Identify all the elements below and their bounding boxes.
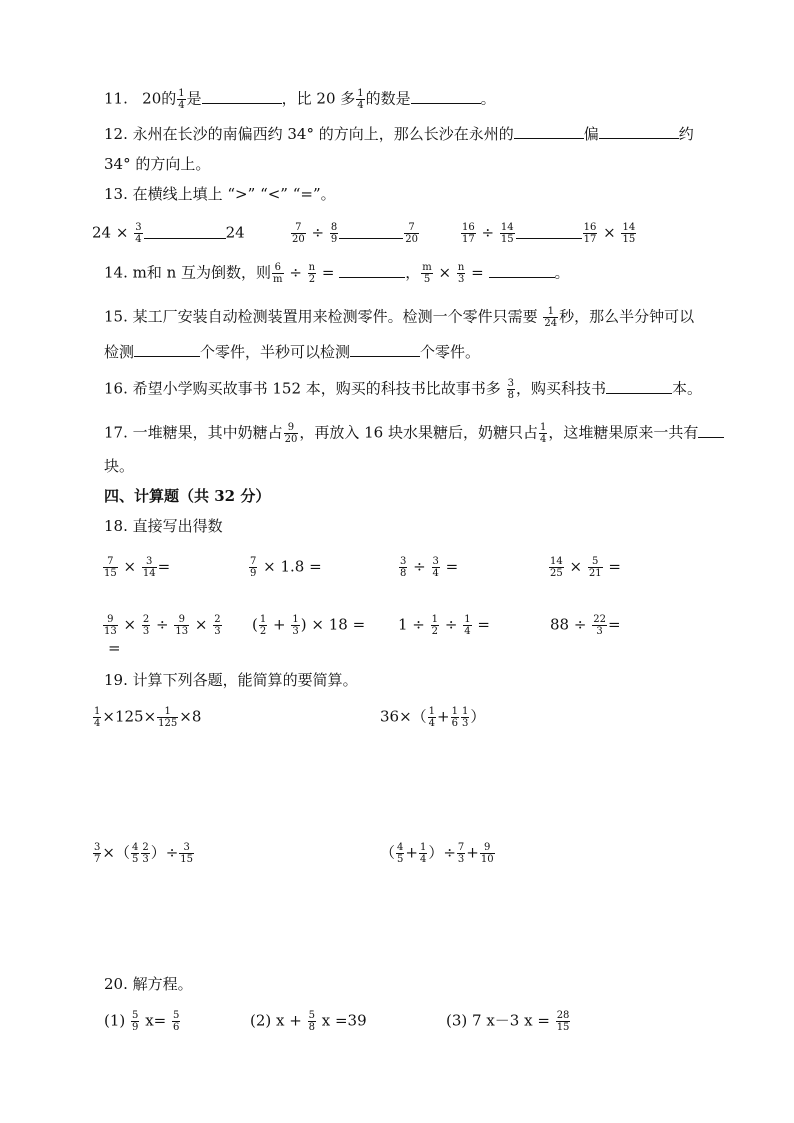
denominator: 10 bbox=[480, 854, 494, 865]
numerator: 3 bbox=[135, 222, 142, 233]
numerator: 22 bbox=[593, 614, 606, 625]
text-run: (1) bbox=[104, 1011, 126, 1030]
fraction bbox=[549, 556, 564, 579]
text-run: ÷ bbox=[413, 557, 426, 576]
answer-blank[interactable] bbox=[606, 379, 672, 394]
equation-3 bbox=[446, 1010, 571, 1033]
text-run: 是 bbox=[186, 89, 202, 108]
denominator: 20 bbox=[284, 434, 298, 445]
fraction bbox=[507, 378, 515, 401]
fraction bbox=[291, 614, 299, 637]
question-17 bbox=[104, 422, 724, 445]
text-run: + bbox=[437, 707, 450, 726]
text-run: × bbox=[603, 223, 616, 242]
text-run: （ bbox=[380, 843, 396, 862]
fraction bbox=[592, 614, 607, 637]
denominator: 8 bbox=[400, 568, 407, 579]
numerator: n bbox=[308, 262, 316, 273]
denominator: 3 bbox=[461, 718, 469, 729]
denominator: 4 bbox=[178, 100, 185, 111]
fraction bbox=[259, 614, 267, 637]
fraction bbox=[588, 556, 603, 579]
calc-item bbox=[398, 614, 490, 637]
numerator: 3 bbox=[400, 556, 407, 567]
denominator: 5 bbox=[397, 854, 404, 865]
text-run: ，这堆糖果原来一共有 bbox=[548, 423, 699, 442]
fraction bbox=[463, 614, 471, 637]
text-run: = bbox=[471, 263, 484, 282]
question-14 bbox=[104, 262, 570, 285]
numerator: 2 bbox=[214, 614, 221, 625]
fraction bbox=[428, 706, 436, 729]
denominator: 8 bbox=[507, 390, 514, 401]
numerator: 1 bbox=[539, 422, 547, 433]
numerator: n bbox=[457, 262, 465, 273]
numerator: 1 bbox=[543, 306, 558, 318]
text-run: ÷ bbox=[481, 223, 495, 242]
answer-blank[interactable] bbox=[134, 342, 200, 357]
text-run: 88 ÷ bbox=[550, 615, 587, 634]
answer-blank[interactable] bbox=[339, 263, 405, 278]
fraction bbox=[93, 706, 101, 729]
fraction bbox=[177, 88, 185, 111]
text-run: ，比 20 多 bbox=[281, 89, 356, 108]
text-run: x =39 bbox=[321, 1011, 367, 1030]
text-run: ，再放入 16 块水果糖后，奶糖只占 bbox=[299, 423, 538, 442]
numerator: 5 bbox=[132, 1010, 139, 1021]
denominator: 7 bbox=[94, 854, 101, 865]
text-run: 11. bbox=[104, 89, 128, 108]
text-run: × bbox=[194, 615, 208, 634]
denominator: 4 bbox=[419, 854, 427, 865]
equation-2 bbox=[250, 1010, 367, 1033]
denominator: 24 bbox=[544, 318, 558, 329]
denominator: 3 bbox=[596, 626, 603, 637]
numerator: 1 bbox=[419, 842, 427, 853]
numerator: 1 bbox=[292, 614, 299, 625]
text-run: 个零件，半秒可以检测 bbox=[200, 343, 351, 361]
fraction bbox=[291, 222, 306, 245]
numerator: m bbox=[422, 262, 432, 273]
fraction bbox=[308, 1010, 316, 1033]
denominator: 15 bbox=[500, 234, 514, 245]
fraction bbox=[308, 262, 316, 285]
numerator: 1 bbox=[259, 614, 267, 625]
denominator: 8 bbox=[308, 1022, 315, 1033]
numerator: 14 bbox=[622, 222, 636, 233]
text-run: ÷ bbox=[311, 223, 325, 242]
answer-blank[interactable] bbox=[489, 263, 555, 278]
compare-expr-1 bbox=[92, 222, 245, 245]
question-12 bbox=[104, 124, 694, 144]
text-run: 约 bbox=[678, 125, 694, 143]
text-run: (3) 7 x－3 x = bbox=[446, 1011, 550, 1030]
denominator: 4 bbox=[464, 626, 471, 637]
numerator: 5 bbox=[588, 556, 603, 568]
denominator: 3 bbox=[214, 626, 221, 637]
calc-problem bbox=[92, 842, 195, 865]
numerator: 7 bbox=[457, 842, 465, 853]
text-run: ）÷ bbox=[150, 843, 179, 862]
numerator: 1 bbox=[431, 614, 439, 625]
numerator: 3 bbox=[432, 556, 439, 567]
calc-item bbox=[550, 614, 621, 637]
fraction bbox=[93, 842, 101, 865]
text-run: ( bbox=[252, 615, 258, 634]
numerator: 1 bbox=[357, 88, 364, 99]
text-run: 。 bbox=[554, 263, 570, 282]
question-11 bbox=[104, 88, 496, 111]
text-run: ×8 bbox=[179, 707, 202, 726]
denominator: 13 bbox=[104, 626, 117, 637]
denominator: 9 bbox=[330, 234, 338, 245]
numerator: 1 bbox=[461, 706, 469, 717]
fraction bbox=[284, 422, 299, 445]
equation-1 bbox=[104, 1010, 181, 1033]
fraction bbox=[457, 842, 465, 865]
numerator: 9 bbox=[284, 422, 299, 434]
denominator: 4 bbox=[432, 568, 439, 579]
fraction bbox=[457, 262, 465, 285]
numerator: 9 bbox=[103, 614, 118, 626]
text-run: = bbox=[607, 615, 621, 634]
fraction bbox=[583, 222, 598, 245]
numerator: 2 bbox=[142, 842, 149, 853]
fraction bbox=[272, 262, 283, 285]
text-run: 偏 bbox=[583, 125, 599, 143]
fraction bbox=[134, 222, 142, 245]
numerator: 7 bbox=[250, 556, 257, 567]
denominator: 17 bbox=[583, 234, 597, 245]
answer-blank[interactable] bbox=[144, 228, 226, 239]
numerator: 1 bbox=[94, 706, 101, 717]
question-13-title: 13. 在横线上填上 “>” “<” “=”。 bbox=[104, 185, 336, 203]
text-run: ) bbox=[300, 615, 307, 634]
text-run: 36×（ bbox=[380, 707, 427, 726]
section-heading: 四、计算题（共 32 分） bbox=[104, 487, 271, 505]
numerator: 1 bbox=[428, 706, 436, 717]
question-15-line2 bbox=[104, 342, 480, 362]
numerator: 3 bbox=[142, 556, 157, 568]
denominator: 3 bbox=[457, 274, 465, 285]
answer-blank[interactable] bbox=[411, 89, 481, 104]
numerator: 28 bbox=[556, 1010, 570, 1021]
fraction bbox=[432, 556, 440, 579]
denominator: 3 bbox=[292, 626, 299, 637]
text-run: 24 × bbox=[92, 223, 129, 242]
text-run: × bbox=[123, 615, 137, 634]
text-run: = bbox=[608, 557, 621, 576]
denominator: 125 bbox=[158, 718, 178, 729]
text-run: 24 bbox=[225, 223, 245, 242]
compare-expr-2 bbox=[290, 222, 420, 245]
fraction bbox=[500, 222, 515, 245]
denominator: 4 bbox=[135, 234, 142, 245]
denominator: 2 bbox=[259, 626, 267, 637]
denominator: 4 bbox=[94, 718, 101, 729]
numerator: 1 bbox=[178, 88, 185, 99]
text-run: = bbox=[157, 557, 171, 576]
text-run: ） bbox=[470, 707, 486, 726]
denominator: 15 bbox=[556, 1022, 570, 1033]
fraction bbox=[621, 222, 636, 245]
denominator: 9 bbox=[250, 568, 257, 579]
numerator: 7 bbox=[291, 222, 306, 234]
question-19-title: 19. 计算下列各题，能简算的要简算。 bbox=[104, 671, 358, 689]
text-run: + bbox=[273, 615, 286, 634]
text-run: ， bbox=[405, 263, 421, 282]
text-run: × 1.8 = bbox=[263, 557, 322, 576]
fraction bbox=[142, 614, 150, 637]
denominator: 4 bbox=[428, 718, 436, 729]
calc-item bbox=[398, 556, 458, 579]
fraction bbox=[213, 614, 221, 637]
numerator: 9 bbox=[174, 614, 189, 626]
numerator: 14 bbox=[550, 556, 563, 567]
fraction bbox=[543, 306, 558, 329]
text-run: ）÷ bbox=[428, 843, 456, 862]
numerator: 3 bbox=[507, 378, 514, 389]
fraction bbox=[419, 842, 427, 865]
numerator: 16 bbox=[583, 222, 597, 233]
fraction bbox=[131, 842, 139, 865]
denominator: 9 bbox=[132, 1022, 139, 1033]
question-16 bbox=[104, 378, 702, 401]
answer-blank[interactable] bbox=[339, 228, 403, 239]
numerator: 7 bbox=[103, 556, 118, 568]
calc-item bbox=[102, 556, 170, 579]
text-run: ，购买科技书 bbox=[515, 379, 606, 398]
text-run: 个零件。 bbox=[420, 343, 481, 361]
numerator: 3 bbox=[94, 842, 101, 853]
question-15 bbox=[104, 306, 694, 329]
numerator: 1 bbox=[464, 614, 471, 625]
denominator: 3 bbox=[142, 854, 149, 865]
denominator: 17 bbox=[462, 234, 475, 245]
text-run: ×125× bbox=[102, 707, 157, 726]
text-run: + bbox=[466, 843, 479, 862]
numerator: 4 bbox=[397, 842, 404, 853]
text-run: 秒，那么半分钟可以 bbox=[559, 307, 695, 326]
fraction bbox=[421, 262, 432, 285]
text-run: x= bbox=[145, 1011, 167, 1030]
fraction bbox=[174, 614, 189, 637]
fraction bbox=[179, 842, 194, 865]
answer-blank[interactable] bbox=[599, 124, 679, 139]
numerator: 14 bbox=[500, 222, 514, 233]
denominator: 20 bbox=[405, 234, 418, 245]
fraction bbox=[249, 556, 257, 579]
fraction bbox=[556, 1010, 571, 1033]
calc-item bbox=[548, 556, 621, 579]
text-run: × bbox=[123, 557, 137, 576]
fraction bbox=[461, 706, 469, 729]
denominator: 6 bbox=[451, 718, 458, 729]
calc-problem bbox=[380, 842, 496, 865]
question-17-line2: 块。 bbox=[104, 457, 135, 475]
denominator: 15 bbox=[622, 234, 636, 245]
denominator: 4 bbox=[539, 434, 547, 445]
text-run: 本。 bbox=[671, 379, 702, 398]
text-run: 15. 某工厂安装自动检测装置用来检测零件。检测一个零件只需要 bbox=[104, 307, 538, 326]
text-run: × bbox=[438, 263, 452, 282]
numerator: 16 bbox=[462, 222, 475, 233]
question-20-title: 20. 解方程。 bbox=[104, 975, 193, 993]
text-run: = bbox=[445, 557, 459, 576]
question-12-line2: 34° 的方向上。 bbox=[104, 155, 211, 173]
text-run: 12. 永州在长沙的南偏西约 34° 的方向上，那么长沙在永州的 bbox=[104, 125, 514, 143]
text-run: 1 ÷ bbox=[398, 615, 425, 634]
denominator: 3 bbox=[457, 854, 465, 865]
answer-blank[interactable] bbox=[350, 342, 420, 357]
text-run: 20的 bbox=[142, 89, 177, 108]
denominator: 15 bbox=[180, 854, 194, 865]
text-run: × bbox=[569, 557, 583, 576]
answer-blank[interactable] bbox=[202, 89, 282, 104]
numerator: 2 bbox=[142, 614, 150, 625]
denominator: 25 bbox=[550, 568, 563, 579]
fraction bbox=[103, 614, 118, 637]
fraction bbox=[142, 556, 157, 579]
fraction bbox=[157, 706, 178, 729]
answer-blank[interactable] bbox=[516, 228, 582, 239]
denominator: 2 bbox=[308, 274, 316, 285]
denominator: 3 bbox=[142, 626, 150, 637]
denominator: 21 bbox=[588, 568, 602, 579]
fraction bbox=[451, 706, 459, 729]
text-run: ÷ bbox=[289, 263, 302, 282]
fraction bbox=[431, 614, 439, 637]
fraction bbox=[539, 422, 547, 445]
text-run: 的数是 bbox=[365, 89, 411, 108]
numerator: 1 bbox=[157, 706, 178, 718]
numerator: 6 bbox=[272, 262, 283, 274]
numerator: 1 bbox=[451, 706, 458, 717]
denominator: 5 bbox=[423, 274, 431, 285]
question-18-title: 18. 直接写出得数 bbox=[104, 517, 223, 535]
denominator: 20 bbox=[292, 234, 305, 245]
calc-item bbox=[102, 614, 223, 637]
numerator: 5 bbox=[173, 1010, 180, 1021]
denominator: 2 bbox=[431, 626, 439, 637]
text-run: ÷ bbox=[444, 615, 458, 634]
denominator: 5 bbox=[131, 854, 139, 865]
denominator: 4 bbox=[357, 100, 364, 111]
fraction bbox=[480, 842, 495, 865]
fraction bbox=[141, 842, 149, 865]
text-run: 14. m和 n 互为倒数，则 bbox=[104, 263, 272, 282]
text-run: × 18 = bbox=[311, 615, 366, 634]
answer-blank[interactable] bbox=[698, 423, 724, 438]
fraction bbox=[404, 222, 419, 245]
denominator: 15 bbox=[104, 568, 117, 579]
denominator: m bbox=[273, 274, 283, 285]
text-run: ×（ bbox=[102, 843, 130, 862]
fraction bbox=[396, 842, 404, 865]
text-run: 检测 bbox=[104, 343, 135, 361]
numerator: 7 bbox=[404, 222, 419, 234]
compare-expr-3 bbox=[460, 222, 637, 245]
denominator: 14 bbox=[142, 568, 156, 579]
text-run: 。 bbox=[480, 89, 496, 108]
fraction bbox=[399, 556, 407, 579]
text-run: 17. 一堆糖果，其中奶糖占 bbox=[104, 423, 283, 442]
numerator: 4 bbox=[131, 842, 139, 853]
fraction bbox=[103, 556, 118, 579]
fraction bbox=[172, 1010, 180, 1033]
text-run: = bbox=[477, 615, 490, 634]
text-run: ÷ bbox=[156, 615, 169, 634]
calc-equals: = bbox=[108, 639, 121, 657]
calc-problem bbox=[92, 706, 201, 729]
calc-problem bbox=[380, 706, 485, 729]
text-run: (2) x + bbox=[250, 1011, 302, 1030]
denominator: 6 bbox=[173, 1022, 180, 1033]
numerator: 3 bbox=[179, 842, 194, 854]
denominator: 13 bbox=[175, 626, 189, 637]
calc-item bbox=[248, 556, 322, 579]
numerator: 9 bbox=[480, 842, 495, 854]
numerator: 5 bbox=[308, 1010, 315, 1021]
fraction bbox=[461, 222, 476, 245]
text-run: 16. 希望小学购买故事书 152 本，购买的科技书比故事书多 bbox=[104, 379, 501, 398]
answer-blank[interactable] bbox=[514, 124, 584, 139]
numerator: 8 bbox=[330, 222, 338, 233]
fraction bbox=[131, 1010, 139, 1033]
text-run: = bbox=[321, 263, 335, 282]
text-run: + bbox=[405, 843, 418, 862]
fraction bbox=[356, 88, 364, 111]
fraction bbox=[330, 222, 338, 245]
calc-item bbox=[252, 614, 365, 637]
